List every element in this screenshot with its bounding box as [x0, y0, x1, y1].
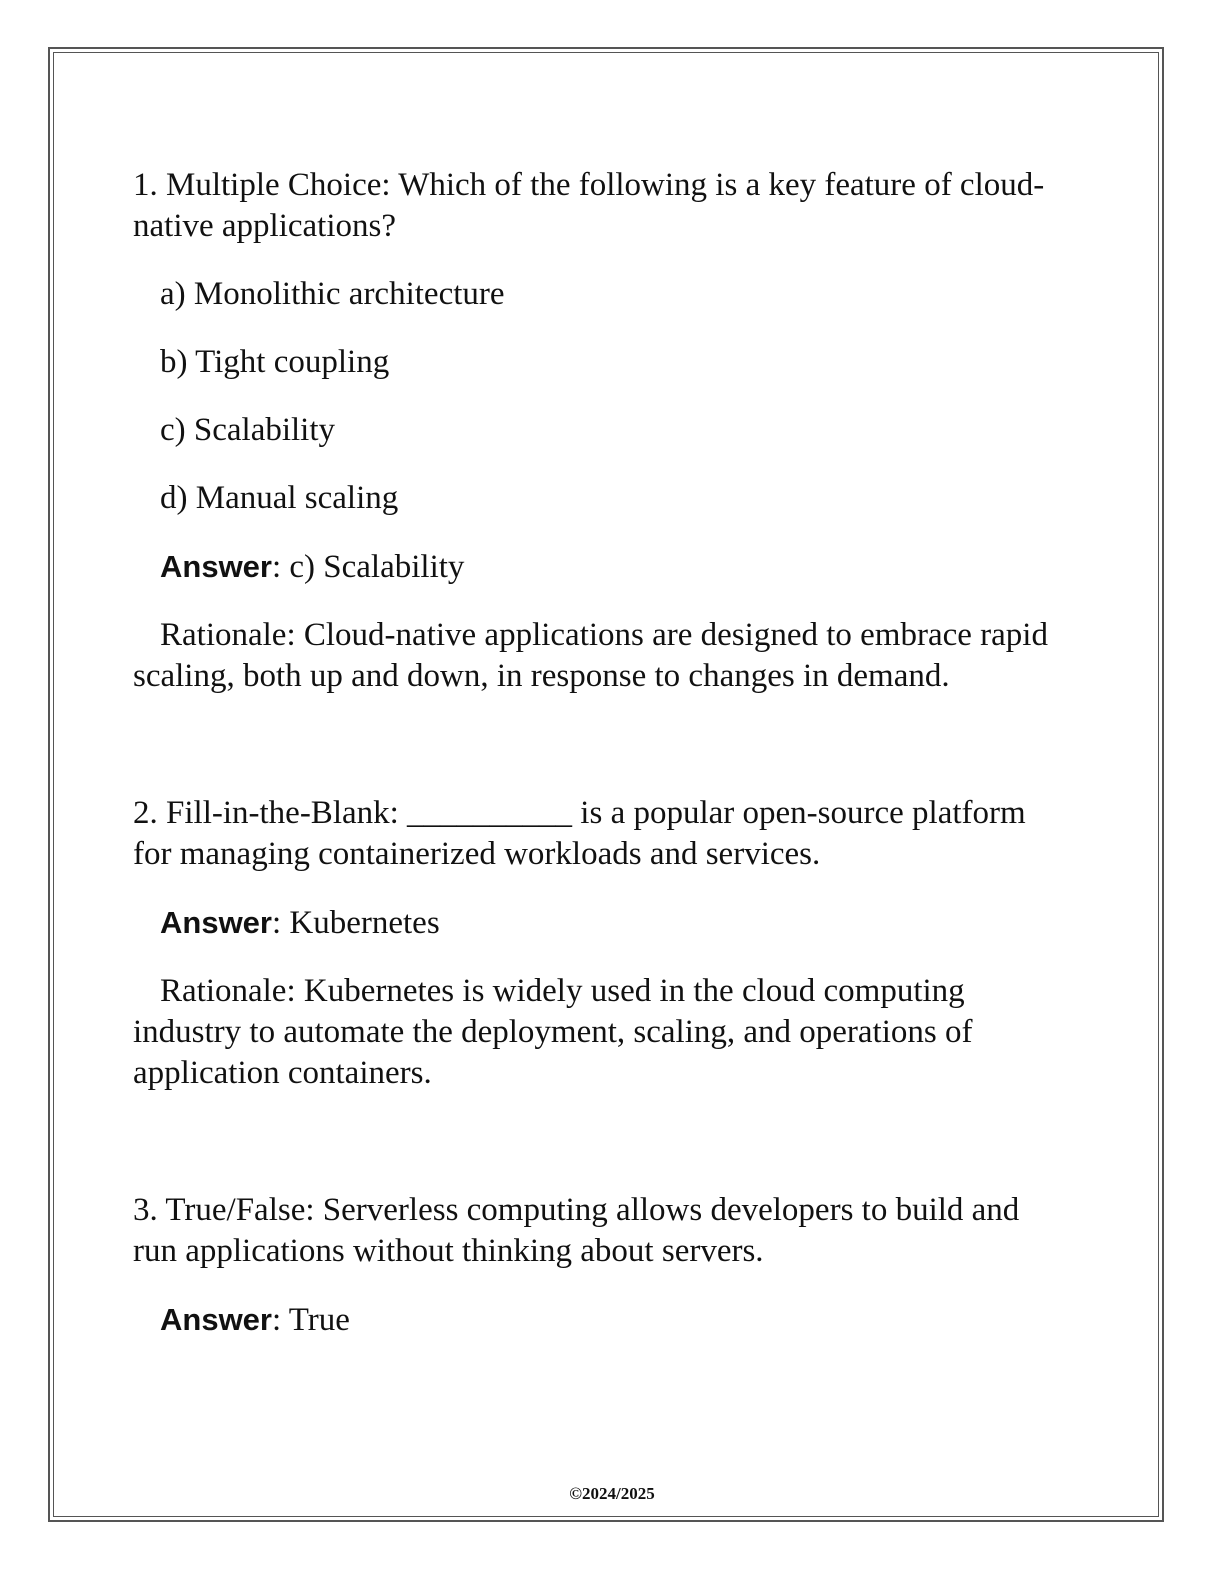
question-2-rationale: Rationale: Kubernetes is widely used in the cloud computing industry to automate the deployment, scaling, and operations of application containers.	[133, 973, 973, 1091]
question-1-answer	[133, 546, 1053, 588]
question-1-option-b: b) Tight coupling	[160, 344, 390, 380]
answer-label: Answer	[160, 549, 272, 584]
answer-label: Answer	[160, 1302, 272, 1337]
question-1-option-d: d) Manual scaling	[160, 480, 399, 516]
question-1-rationale: Rationale: Cloud-native applications are designed to embrace rapid scaling, both up and down, in response to changes in demand.	[133, 617, 1048, 694]
question-3-prompt: 3. True/False: Serverless computing allows developers to build and run applications without thinking about servers.	[133, 1192, 1020, 1269]
question-1-option-c: c) Scalability	[160, 412, 336, 448]
answer-label: Answer	[160, 905, 272, 940]
question-1-option-a: a) Monolithic architecture	[160, 276, 505, 312]
copyright-footer: ©2024/2025	[569, 1484, 655, 1503]
question-2-answer	[133, 902, 1053, 944]
answer-value: : Kubernetes	[271, 905, 440, 941]
question-2-prompt: 2. Fill-in-the-Blank: __________ is a popular open-source platform for managing containerized workloads and services.	[133, 795, 1026, 872]
question-3-answer	[133, 1299, 1053, 1341]
answer-value: : True	[271, 1302, 350, 1338]
page-content	[133, 165, 1053, 1341]
answer-value: : c) Scalability	[271, 549, 465, 585]
question-1-prompt: 1. Multiple Choice: Which of the following is a key feature of cloud-native applications?	[133, 167, 1045, 244]
